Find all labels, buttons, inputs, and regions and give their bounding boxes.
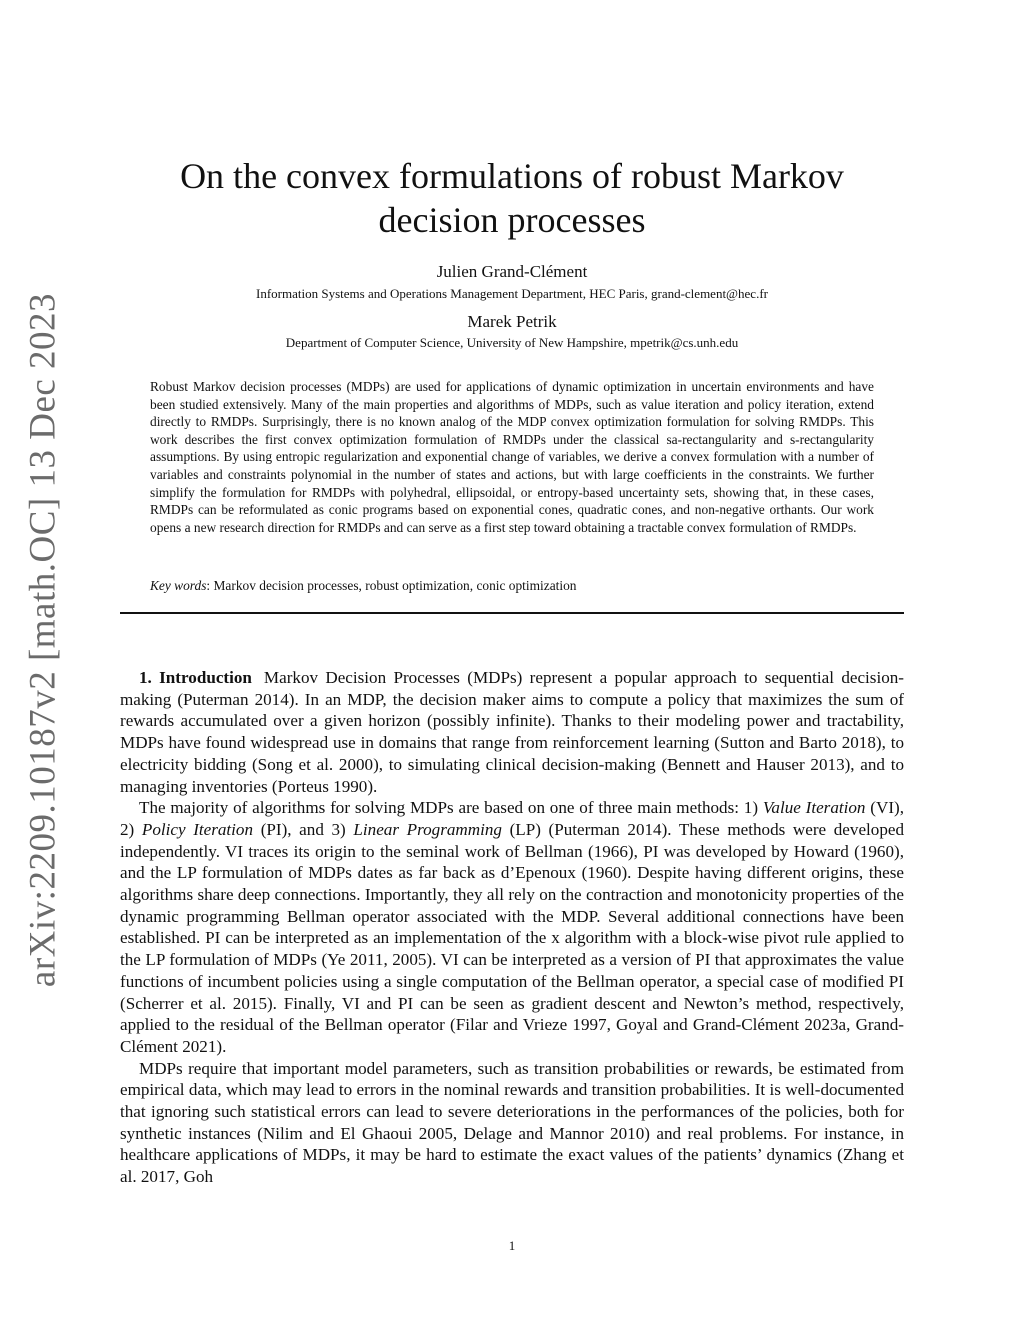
paragraph-2-lead: The majority of algorithms for solving MDPs are based on one of three main methods: 1) <box>139 798 759 818</box>
paragraph-2-mid2: (PI), and 3) <box>260 819 346 839</box>
paper-title <box>120 154 904 242</box>
author-affiliation-2: Department of Computer Science, University of New Hampshire, mpetrik@cs.unh.edu <box>285 335 739 350</box>
paragraph-2-rest: (LP) (Puterman 2014). These methods were developed independently. VI traces its origin to the seminal work of Bellman (1966), PI was developed by Howard (1960), and the LP formulation of MDPs dates as far back as d’Epenoux (1960). Despite having different origins, these algorithms share deep connections. Importantly, they all rely on the contraction and monotonicity properties of the dynamic programming Bellman operator associated with the MDP. Several additional connections have been established. PI can be interpreted as an implementation of the x algorithm with a block-wise pivot rule applied to the LP formulation of MDPs (Ye 2011, 2005). VI can be interpreted as a version of PI that approximates the value functions of incumbent policies using a single computation of the Bellman operator, a special case of modified PI (Scherrer et al. 2015). Finally, VI and PI can be seen as gradient descent and Newton’s method, respectively, applied to the residual of the Bellman operator (Filar and Vrieze 1997, Goyal and Grand-Clément 2023a, Grand-Clément 2021). <box>120 819 905 1056</box>
paragraph-1-text: Markov Decision Processes (MDPs) represent a popular approach to sequential decision-making (Puterman 2014). In an MDP, the decision maker aims to compute a policy that maximizes the sum of rewards accumulated over a given horizon (possibly infinite). Thanks to their modeling power and tractability, MDPs have found widespread use in domains that range from reinforcement learning (Sutton and Barto 2018), to electricity bidding (Song et al. 2000), to simulating clinical decision-making (Bennett and Hauser 2013), and to managing inventories (Porteus 1990). <box>120 668 904 796</box>
section-heading: 1. Introduction <box>139 668 252 687</box>
header-divider <box>120 612 904 614</box>
keywords-colon: : <box>206 578 211 593</box>
paragraph-2 <box>120 797 904 1057</box>
abstract-text: Robust Markov decision processes (MDPs) are used for applications of dynamic optimization in uncertain environments and have been studied extensively. Many of the main properties and algorithms of MDPs, such as value iteration and policy iteration, extend directly to RMDPs. Surprisingly, there is no known analog of the MDP convex optimization formulation for solving RMDPs. This work describes the first convex optimization formulation of RMDPs under the classical sa-rectangularity and s-rectangularity assumptions. By using entropic regularization and exponential change of variables, we derive a convex formulation with a number of variables and constraints polynomial in the number of states and actions, but with large coefficients in the constraints. We further simplify the formulation for RMDPs with polyhedral, ellipsoidal, or entropy-based uncertainty sets, showing that, in these cases, RMDPs can be reformulated as conic programs based on exponential cones, quadratic cones, and non-negative orthants. Our work opens a new research direction for RMDPs and can serve as a first step toward obtaining a tractable convex formulation of RMDPs. <box>150 379 874 535</box>
author-name-1: Julien Grand-Clément <box>436 262 588 281</box>
keywords <box>150 577 874 594</box>
term-policy-iteration: Policy Iteration <box>141 819 254 839</box>
keywords-list: Markov decision processes, robust optimization, conic optimization <box>213 578 577 593</box>
page-number: 1 <box>508 1238 516 1253</box>
arxiv-identifier-text: arXiv:2209.10187v2 [math.OC] 13 Dec 2023 <box>22 292 64 988</box>
paragraph-1 <box>120 667 904 797</box>
paragraph-2-mid1: (VI), 2) <box>120 798 904 839</box>
paragraph-3: MDPs require that important model parameters, such as transition probabilities or rewards, be estimated from empirical data, which may lead to errors in the nominal rewards and transition probabilities. It is well-documented that ignoring such statistical errors can lead to severe deteriorations in the performances of the policies, both for synthetic instances (Nilim and El Ghaoui 2005, Delage and Mannor 2010) and real problems. For instance, in healthcare applications of MDPs, it may be hard to estimate the exact values of the patients’ dynamics (Zhang et al. 2017, Goh <box>120 1058 904 1187</box>
author-name-2: Marek Petrik <box>467 312 557 331</box>
term-value-iteration: Value Iteration <box>762 798 866 818</box>
abstract <box>150 378 874 536</box>
term-linear-programming: Linear Programming <box>353 819 502 839</box>
title-line-1: On the convex formulations of robust Markov <box>180 156 844 196</box>
title-line-2: decision processes <box>378 200 646 240</box>
introduction-section <box>120 667 904 1188</box>
author-affiliation-1: Information Systems and Operations Management Department, HEC Paris, grand-clement@hec.fr <box>256 286 768 301</box>
keywords-label: Key words <box>150 578 207 593</box>
